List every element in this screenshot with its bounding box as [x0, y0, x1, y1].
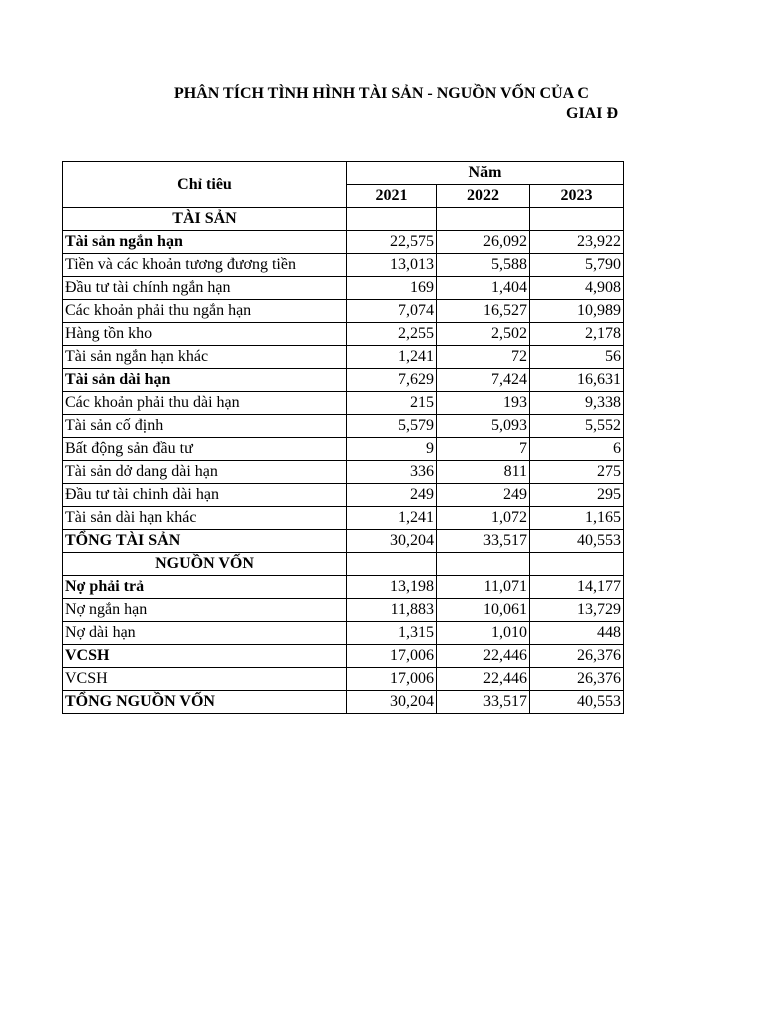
value-cell-2021: 169 [347, 277, 437, 300]
table-row [63, 622, 624, 645]
table-row [63, 392, 624, 415]
table-row [63, 231, 624, 254]
table-row [63, 438, 624, 461]
value-cell-2022: 1,010 [437, 622, 530, 645]
row-label: Nợ ngắn hạn [63, 599, 347, 622]
value-cell-2021: 22,575 [347, 231, 437, 254]
value-cell-2022: 811 [437, 461, 530, 484]
value-cell-2021: 1,241 [347, 346, 437, 369]
year-group-header: Năm [347, 162, 624, 185]
value-cell-2022: 1,072 [437, 507, 530, 530]
value-cell-2021: 2,255 [347, 323, 437, 346]
value-cell-2021: 5,579 [347, 415, 437, 438]
row-label: Bất động sản đầu tư [63, 438, 347, 461]
header-row [63, 162, 624, 185]
value-cell-2021: 17,006 [347, 645, 437, 668]
value-cell-2023: 6 [530, 438, 624, 461]
row-label: Tiền và các khoản tương đương tiền [63, 254, 347, 277]
value-cell-2021: 17,006 [347, 668, 437, 691]
value-cell-2023: 448 [530, 622, 624, 645]
row-label: VCSH [63, 668, 347, 691]
value-cell-2021: 30,204 [347, 530, 437, 553]
row-label: Tài sản dài hạn [63, 369, 347, 392]
value-cell-2022: 22,446 [437, 668, 530, 691]
row-label: Các khoản phải thu ngắn hạn [63, 300, 347, 323]
table-row [63, 461, 624, 484]
value-cell-2023: 4,908 [530, 277, 624, 300]
value-cell-2022: 5,093 [437, 415, 530, 438]
value-cell-2023: 275 [530, 461, 624, 484]
value-cell-2022 [437, 208, 530, 231]
value-cell-2023: 26,376 [530, 668, 624, 691]
value-cell-2022: 249 [437, 484, 530, 507]
value-cell-2022: 7,424 [437, 369, 530, 392]
value-cell-2021: 13,198 [347, 576, 437, 599]
row-label: TỔNG TÀI SẢN [63, 530, 347, 553]
value-cell-2022: 33,517 [437, 530, 530, 553]
row-label: Đầu tư tài chinh dài hạn [63, 484, 347, 507]
table-row [63, 346, 624, 369]
row-label: Nợ dài hạn [63, 622, 347, 645]
row-label: Tài sản ngắn hạn [63, 231, 347, 254]
year-header: 2022 [437, 185, 530, 208]
row-label: NGUỒN VỐN [63, 553, 347, 576]
row-label: TỔNG NGUỒN VỐN [63, 691, 347, 714]
value-cell-2021: 30,204 [347, 691, 437, 714]
table-row [63, 691, 624, 714]
value-cell-2023: 5,552 [530, 415, 624, 438]
value-cell-2023 [530, 553, 624, 576]
table-row [63, 599, 624, 622]
value-cell-2023: 295 [530, 484, 624, 507]
value-cell-2023: 10,989 [530, 300, 624, 323]
value-cell-2022: 11,071 [437, 576, 530, 599]
label-column-header: Chỉ tiêu [63, 162, 347, 208]
row-label: Đầu tư tài chính ngắn hạn [63, 277, 347, 300]
row-label: Các khoản phải thu dài hạn [63, 392, 347, 415]
row-label: TÀI SẢN [63, 208, 347, 231]
row-label: Tài sản dở dang dài hạn [63, 461, 347, 484]
table-row [63, 254, 624, 277]
value-cell-2023: 2,178 [530, 323, 624, 346]
value-cell-2021: 9 [347, 438, 437, 461]
value-cell-2021: 11,883 [347, 599, 437, 622]
row-label: Hàng tồn kho [63, 323, 347, 346]
table-row [63, 668, 624, 691]
value-cell-2022 [437, 553, 530, 576]
year-header: 2023 [530, 185, 624, 208]
table-row [63, 553, 624, 576]
value-cell-2021: 1,241 [347, 507, 437, 530]
value-cell-2022: 22,446 [437, 645, 530, 668]
table-row [63, 415, 624, 438]
value-cell-2022: 7 [437, 438, 530, 461]
report-title-line2: GIAI Đ [566, 105, 619, 122]
value-cell-2021 [347, 208, 437, 231]
report-title-line1: PHÂN TÍCH TÌNH HÌNH TÀI SẢN - NGUỒN VỐN CỦA C [174, 85, 589, 102]
value-cell-2023: 1,165 [530, 507, 624, 530]
value-cell-2023: 14,177 [530, 576, 624, 599]
value-cell-2021 [347, 553, 437, 576]
value-cell-2021: 7,629 [347, 369, 437, 392]
value-cell-2022: 193 [437, 392, 530, 415]
value-cell-2023 [530, 208, 624, 231]
value-cell-2022: 16,527 [437, 300, 530, 323]
table-row [63, 507, 624, 530]
table-row [63, 277, 624, 300]
value-cell-2021: 249 [347, 484, 437, 507]
value-cell-2023: 23,922 [530, 231, 624, 254]
table-row [63, 645, 624, 668]
value-cell-2023: 13,729 [530, 599, 624, 622]
row-label: Nợ phải trả [63, 576, 347, 599]
table-row [63, 369, 624, 392]
value-cell-2022: 5,588 [437, 254, 530, 277]
value-cell-2022: 72 [437, 346, 530, 369]
value-cell-2023: 56 [530, 346, 624, 369]
table-row [63, 323, 624, 346]
value-cell-2021: 336 [347, 461, 437, 484]
row-label: Tài sản dài hạn khác [63, 507, 347, 530]
row-label: VCSH [63, 645, 347, 668]
balance-sheet-table [62, 161, 624, 714]
year-header: 2021 [347, 185, 437, 208]
row-label: Tài sản cố định [63, 415, 347, 438]
value-cell-2021: 1,315 [347, 622, 437, 645]
row-label: Tài sản ngắn hạn khác [63, 346, 347, 369]
value-cell-2022: 26,092 [437, 231, 530, 254]
value-cell-2021: 7,074 [347, 300, 437, 323]
value-cell-2023: 16,631 [530, 369, 624, 392]
table-row [63, 530, 624, 553]
value-cell-2022: 1,404 [437, 277, 530, 300]
value-cell-2023: 40,553 [530, 530, 624, 553]
value-cell-2023: 5,790 [530, 254, 624, 277]
value-cell-2023: 40,553 [530, 691, 624, 714]
value-cell-2022: 10,061 [437, 599, 530, 622]
value-cell-2023: 26,376 [530, 645, 624, 668]
table-row [63, 484, 624, 507]
table-row [63, 300, 624, 323]
value-cell-2022: 33,517 [437, 691, 530, 714]
value-cell-2022: 2,502 [437, 323, 530, 346]
value-cell-2023: 9,338 [530, 392, 624, 415]
value-cell-2021: 13,013 [347, 254, 437, 277]
table-body [63, 162, 624, 714]
table-row [63, 208, 624, 231]
value-cell-2021: 215 [347, 392, 437, 415]
table-row [63, 576, 624, 599]
